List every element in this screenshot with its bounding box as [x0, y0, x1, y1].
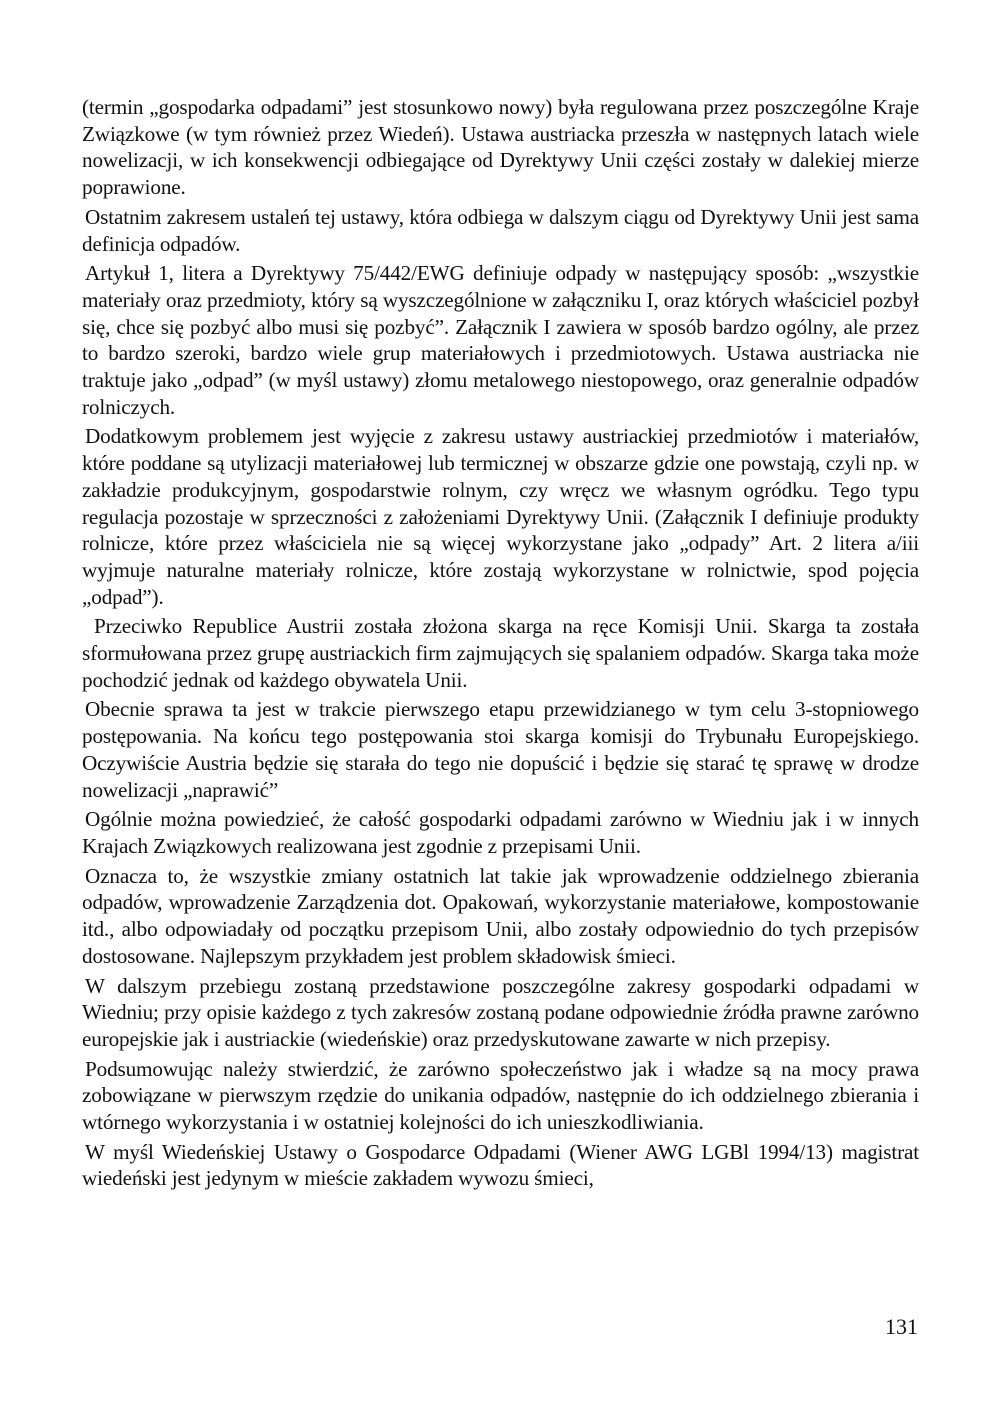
paragraph-general-compliance: Ogólnie można powiedzieć, że całość gospodarki odpadami zarówno w Wiedniu jak i w innych Krajach Związkowych realizowana jest zgodnie z przepisami Unii.	[82, 807, 919, 858]
paragraph-further-course: W dalszym przebiegu zostaną przedstawione poszczególne zakresy gospodarki odpadami w Wiedniu; przy opisie każdego z tych zakresów zostaną podane odpowiednie źródła prawne zarówno europejskie jak i austriackie (wiedeńskie) oraz przedyskutowane zawarte w nich przepisy.	[82, 973, 919, 1051]
paragraph-definition-scope: Ostatnim zakresem ustaleń tej ustawy, która odbiega w dalszym ciągu od Dyrektywy Unii jest sama definicja odpadów.	[82, 204, 919, 256]
paragraph-article-1: Artykuł 1, litera a Dyrektywy 75/442/EWG definiuje odpady w następujący sposób: „wszystkie materiały oraz przedmioty, który są wyszczególnione w załączniku I, oraz których właściciel pozbył się, chce się pozbyć albo musi się pozbyć”. Załącznik I zawiera w sposób bardzo ogólny, ale przez to bardzo szeroki, bardzo wiele grup materiałowych i przedmiotowych. Ustawa austriacka nie traktuje jako „odpad” (w myśl ustawy) złomu metalowego niestopowego, oraz generalnie odpadów rolniczych.	[82, 261, 919, 419]
paragraph-additional-problem: Dodatkowym problemem jest wyjęcie z zakresu ustawy austriackiej przedmiotów i materiałów, które poddane są utylizacji materiałowej lub termicznej w obszarze gdzie one powstają, czyli np. w zakładzie produkcyjnym, gospodarstwie rolnym, czy wręcz we własnym ogródku. Tego typu regulacja pozostaje w sprzeczności z założeniami Dyrektywy Unii. (Załącznik I definiuje produkty rolnicze, które przez właściciela nie są więcej wykorzystane jako „odpady” Art. 2 litera a/iii wyjmuje naturalne materiały rolnicze, które zostają wykorzystane w rolnictwie, spod pojęcia „odpad”).	[82, 424, 919, 609]
page-number: 131	[885, 1314, 918, 1339]
paragraph-complaint: Przeciwko Republice Austrii została złożona skarga na ręce Komisji Unii. Skarga ta została sformułowana przez grupę austriackich firm zajmujących się spalaniem odpadów. Skarga taka może pochodzić jednak od każdego obywatela Unii.	[82, 614, 919, 692]
paragraph-continuation: (termin „gospodarka odpadami” jest stosunkowo nowy) była regulowana przez poszczególne Kraje Związkowe (w tym również przez Wiedeń). Ustawa austriacka przeszła w następnych latach wiele nowelizacji, w ich konsekwencji odbiegające od Dyrektywy Unii części zostały w dalekiej mierze poprawione.	[82, 95, 919, 200]
paragraph-vienna-awg: W myśl Wiedeńskiej Ustawy o Gospodarce Odpadami (Wiener AWG LGBl 1994/13) magistrat wiedeński jest jedynym w mieście zakładem wywozu śmieci,	[82, 1139, 919, 1191]
paragraph-summary: Podsumowując należy stwierdzić, że zarówno społeczeństwo jak i władze są na mocy prawa zobowiązane w pierwszym rzędzie do unikania odpadów, następnie do ich oddzielnego zbierania i wtórnego wykorzystania i w ostatniej kolejności do ich unieszkodliwiania.	[82, 1056, 919, 1135]
paragraph-changes: Oznacza to, że wszystkie zmiany ostatnich lat takie jak wprowadzenie oddzielnego zbierania odpadów, wprowadzenie Zarządzenia dot. Opakowań, wykorzystanie materiałowe, kompostowanie itd., albo odpowiadały od początku przepisom Unii, albo zostały odpowiednio do tych przepisów dostosowane. Najlepszym przykładem jest problem składowisk śmieci.	[82, 863, 919, 968]
paragraph-proceedings: Obecnie sprawa ta jest w trakcie pierwszego etapu przewidzianego w tym celu 3-stopniowego postępowania. Na końcu tego postępowania stoi skarga komisji do Trybunału Europejskiego. Oczywiście Austria będzie się starała do tego nie dopuścić i będzie się starać tę sprawę w drodze nowelizacji „naprawić”	[82, 697, 919, 802]
page-body	[82, 94, 919, 1195]
